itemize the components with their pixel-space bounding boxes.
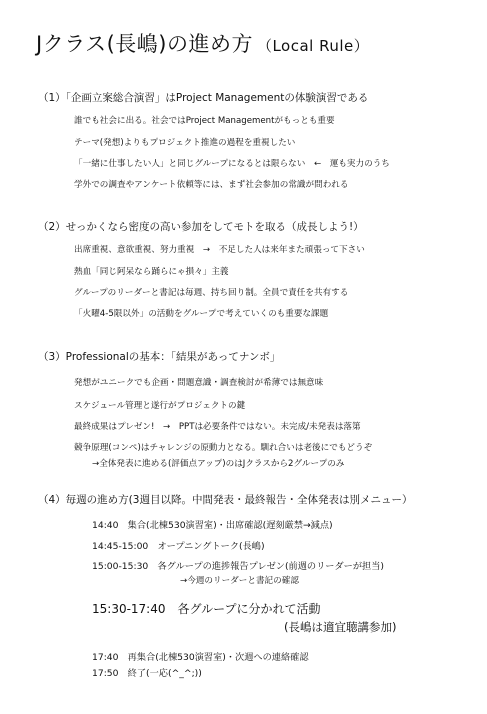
schedule-item-3-continued: →今週のリーダーと書記の確認	[180, 576, 299, 586]
section-4-heading: （4）毎週の進め方(3週目以降。中間発表・最終報告・全体発表は別メニュー）	[38, 494, 413, 506]
section-3-heading: （3）Professionalの基本：「結果があってナンボ」	[38, 351, 281, 363]
title-main: Jクラス(長嶋)の進め方	[36, 32, 253, 56]
section-1-item-1: 誰でも社会に出る。社会ではProject Managementがもっとも重要	[74, 116, 335, 126]
schedule-item-6: 17:50 終了(一応(^_^;))	[92, 668, 202, 679]
section-2-item-3: グループのリーダーと書記は毎週、持ち回り制。全員で責任を共有する	[74, 288, 349, 298]
section-3-item-1: 発想がユニークでも企画・問題意識・調査検討が希薄では無意味	[74, 378, 324, 388]
section-2-item-4: 「火曜4-5限以外」の活動をグループで考えていくのも重要な課題	[74, 309, 329, 319]
schedule-item-4: 15:30-17:40 各グループに分かれて活動	[92, 602, 321, 616]
section-1-heading: （1）「企画立案総合演習」はProject Managementの体験演習である	[38, 92, 369, 104]
section-2-item-2: 熱血「同じ阿呆なら踊らにゃ損々」主義	[74, 267, 229, 277]
section-1-item-4: 学外での調査やアンケート依頼等には、まず社会参加の常識が問われる	[74, 180, 349, 190]
section-1-item-2: テーマ(発想)よりもプロジェクト推進の過程を重視したい	[74, 138, 296, 148]
schedule-item-1: 14:40 集合(北棟530演習室)・出席確認(遅刻厳禁→減点)	[92, 520, 333, 531]
section-2-heading: （2）せっかくなら密度の高い参加をしてモトを取る（成長しよう!）	[38, 221, 364, 233]
section-1-item-3: 「一緒に仕事したい人」と同じグループになるとは限らない ← 運も実力のうち	[74, 159, 390, 169]
schedule-item-5: 17:40 再集合(北棟530演習室)・次週への連絡確認	[92, 652, 309, 663]
section-3-item-4: 競争原理(コンペ)はチャレンジの原動力となる。馴れ合いは老後にでもどうぞ	[74, 443, 373, 453]
schedule-item-3: 15:00-15:30 各グループの進捗報告プレゼン(前週のリーダーが担当)	[92, 561, 385, 572]
section-3-item-5: →全体発表に進める(評価点アップ)のはJクラスから2グループのみ	[92, 459, 345, 469]
title-subtitle: （Local Rule）	[256, 37, 370, 55]
section-3-item-3: 最終成果はプレゼン! → PPTは必要条件ではない。未完成/未発表は落第	[74, 422, 361, 432]
section-3-item-2: スケジュール管理と遂行がプロジェクトの鍵	[74, 401, 246, 411]
page-title	[36, 28, 369, 58]
section-2-item-1: 出席重視、意欲重視、努力重視 → 不足した人は来年また頑張って下さい	[74, 245, 365, 255]
schedule-item-4-note: (長嶋は適宜聴講参加)	[284, 620, 397, 634]
schedule-item-2: 14:45-15:00 オープニングトーク(長嶋)	[92, 541, 265, 552]
